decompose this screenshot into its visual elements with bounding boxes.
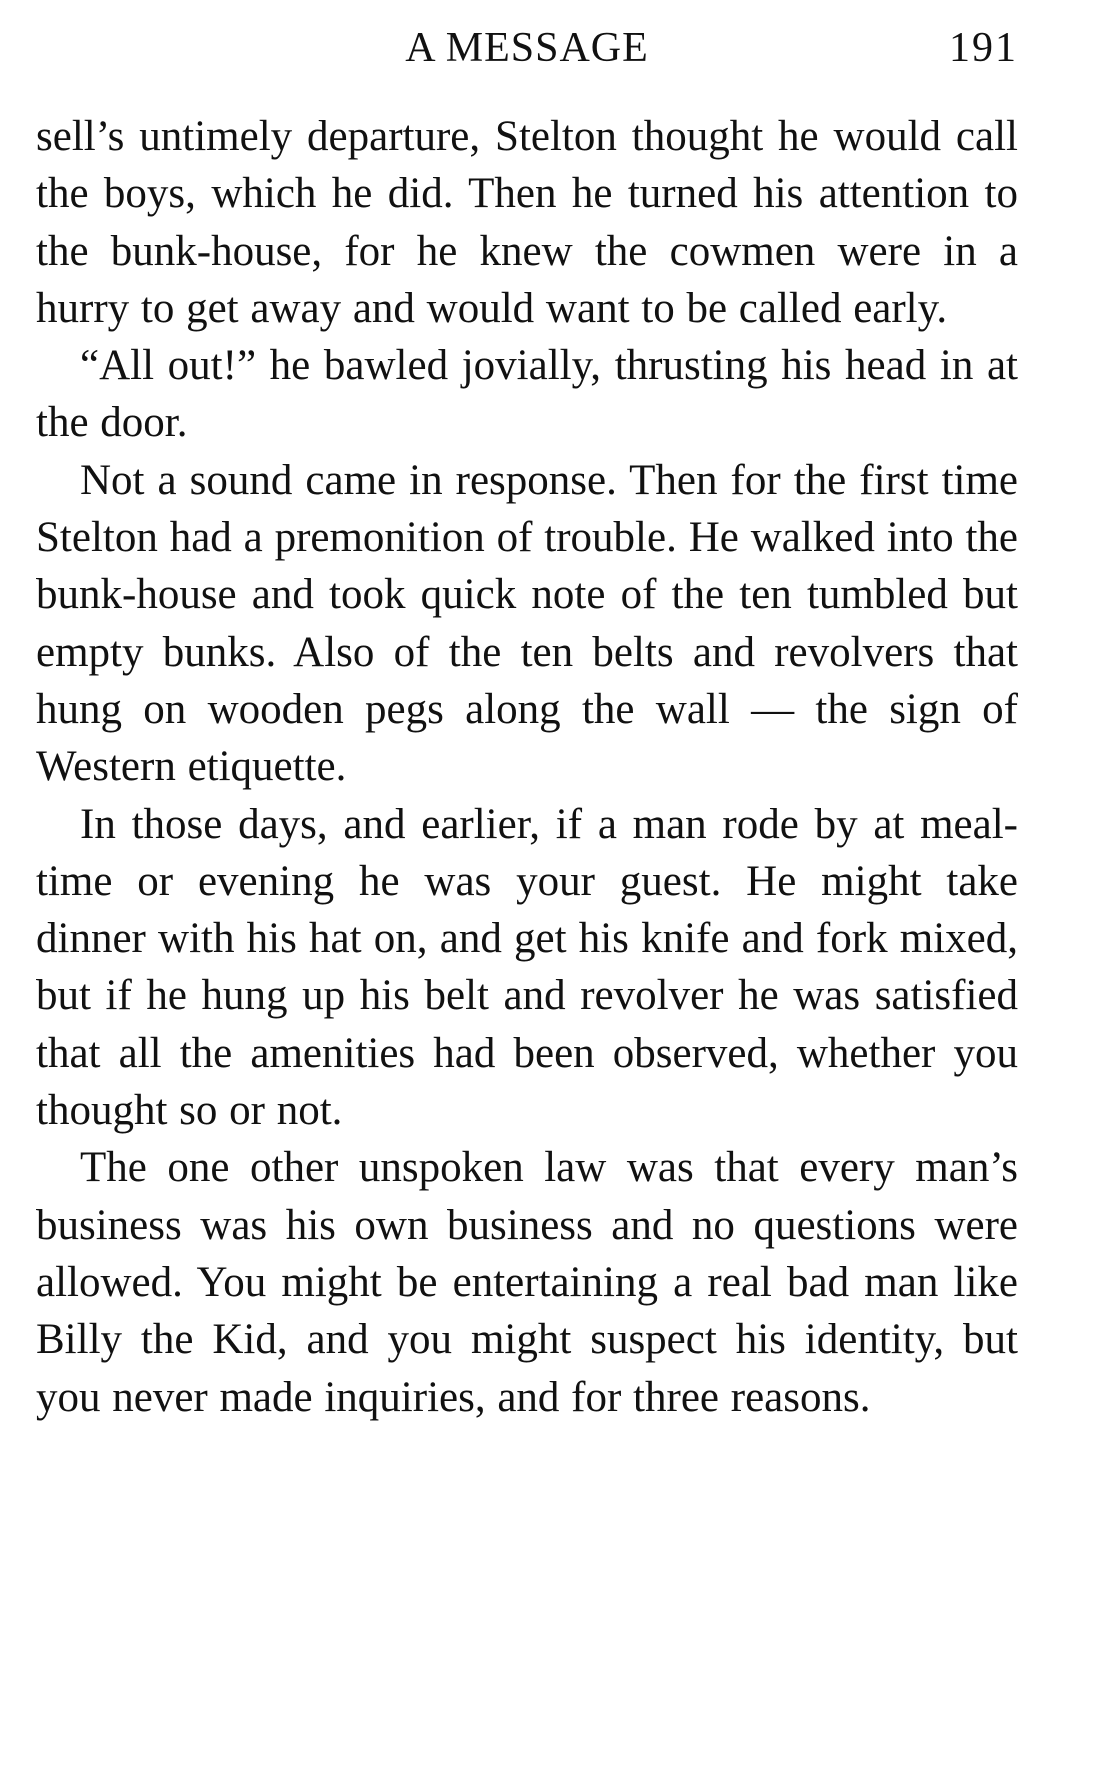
paragraph-all-out: “All out!” he bawled jovially, thrusting his head in at the door. [36,342,1018,447]
paragraph-unspoken-law: The one other unspoken law was that every man’s business was his own business and no questions were allowed. You might be entertaining a real bad man like Billy the Kid, and you might suspect his identity, but you never made inquiries, and for three reasons. [36,1144,1018,1421]
paragraph-guest-etiquette: In those days, and earlier, if a man rode by at meal-time or evening he was your guest. He might take dinner with his hat on, and get his knife and fork mixed, but if he hung up his belt and revolver he was satisfied that all the amenities had been observed, whether you thought so or not. [36,800,1018,1135]
running-head: A MESSAGE [405,25,649,71]
paragraph-premonition: Not a sound came in response. Then for the first time Stelton had a premonition of trouble. He walked into the bunk-house and took quick note of the ten tumbled but empty bunks. Also of the ten belts and revolvers that hung on wooden pegs along the wall — the sign of Western etiquette. [36,456,1018,791]
page-header [36,18,1018,78]
body-text [36,108,1018,1426]
page-number: 191 [949,25,1018,71]
paragraph-continued: sell’s untimely departure, Stelton thought he would call the boys, which he did. Then he turned his attention to the bunk-house, for he knew the cowmen were in a hurry to get away and would want to be called early. [36,113,1018,332]
